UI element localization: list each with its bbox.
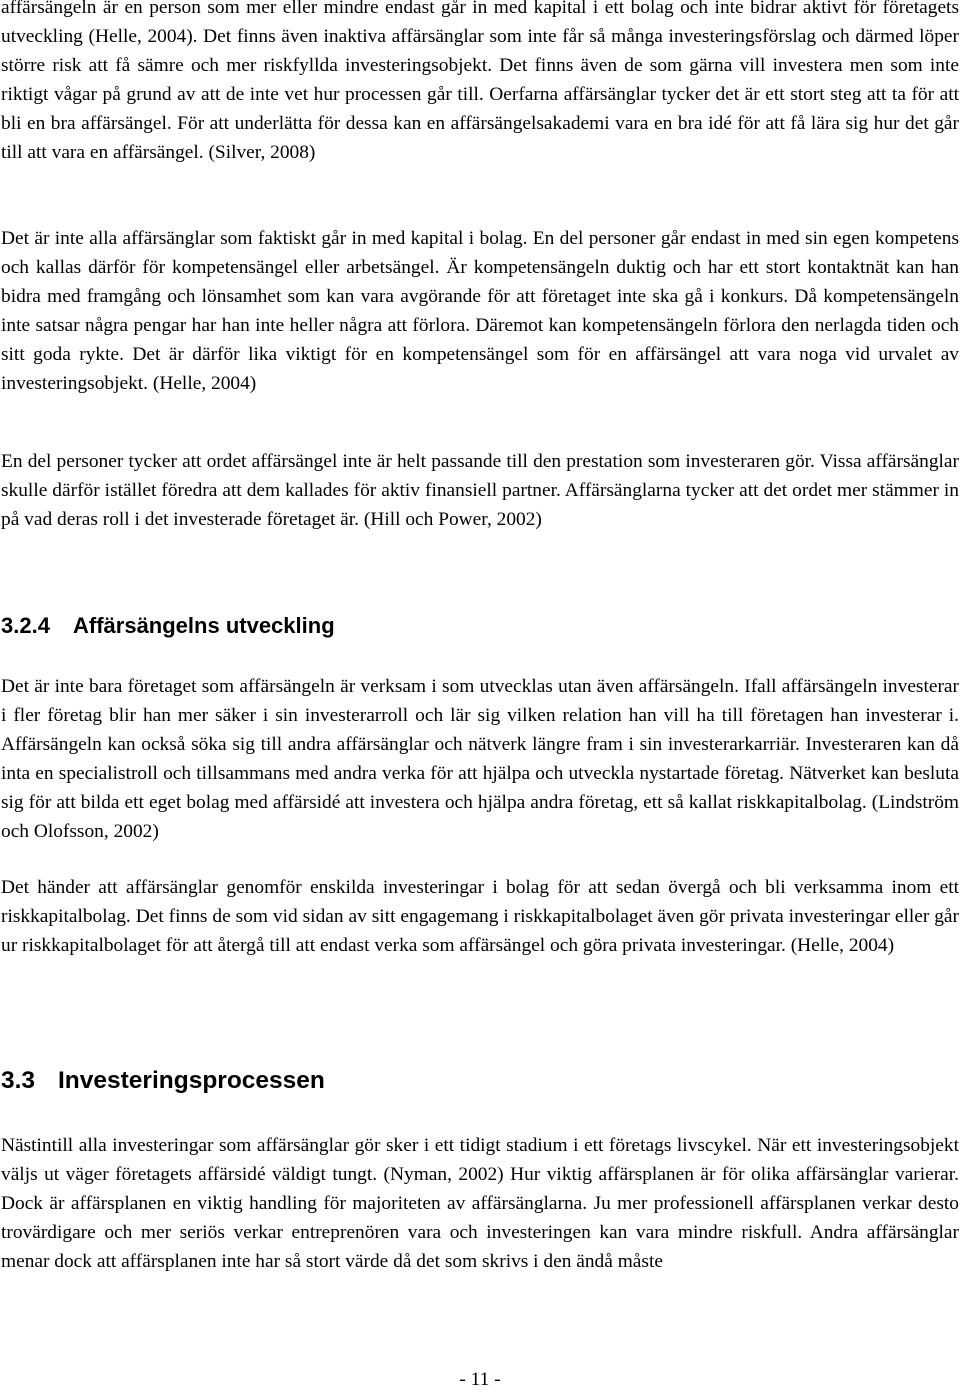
paragraph-aktiv-finansiell-partner: En del personer tycker att ordet affärsängel inte är helt passande till den prestation som investeraren gör. Vissa affärsänglar skulle därför istället föredra att dem kallades för aktiv finansiell partner. Affärsänglarna tycker att det ordet mer stämmer in på vad deras roll i det investerade företaget är. (Hill och Power, 2002)	[1, 451, 959, 530]
section-title: Investeringsprocessen	[58, 1067, 325, 1094]
paragraph-affarsangel-intro: affärsängeln är en person som mer eller mindre endast går in med kapital i ett bolag och inte bidrar aktivt för företagets utveckling (Helle, 2004). Det finns även inaktiva affärsänglar som inte får så många investeringsförslag och därmed löper större risk att få sämre och mer riskfyllda investeringsobjekt. Det finns även de som gärna vill investera men som inte riktigt vågar på grund av att de inte vet hur processen går till. Oerfarna affärsänglar tycker det är ett stort steg att ta för att bli en bra affärsängel. För att underlätta för dessa kan en affärsängelsakademi vara en bra idé för att få lära sig hur det går till att vara en affärsängel. (Silver, 2008)	[1, 0, 959, 163]
section-number: 3.2.4	[1, 613, 50, 638]
paragraph-kompetensangel: Det är inte alla affärsänglar som faktiskt går in med kapital i bolag. En del personer går endast in med sin egen kompetens och kallas därför för kompetensängel eller arbetsängel. Är kompetensängeln duktig och har ett stort kontaktnät kan han bidra med framgång och lönsamhet som kan vara avgörande för att företaget inte ska gå i konkurs. Då kompetensängeln inte satsar några pengar har han inte heller några att förlora. Däremot kan kompetensängeln förlora den nerlagda tiden och sitt goda rykte. Det är därför lika viktigt för en kompetensängel som för en affärsängel att vara noga vid urvalet av investeringsobjekt. (Helle, 2004)	[1, 228, 959, 394]
section-heading-3-3	[1, 1065, 325, 1097]
section-number: 3.3	[1, 1067, 36, 1094]
paragraph-affarsangel-utveckling: Det är inte bara företaget som affärsängeln är verksam i som utvecklas utan även affärsängeln. Ifall affärsängeln investerar i fler företag blir han mer säker i sin investerarroll och lär sig vilken relation han vill ha till företagen han investerar i. Affärsängeln kan också söka sig till andra affärsänglar och nätverk längre fram i sin investerarkarriär. Investeraren kan då inta en specialistroll och tillsammans med andra verka för att hjälpa och utveckla nystartade företag. Nätverket kan besluta sig för att bilda ett eget bolag med affärsidé att investera och hjälpa andra företag, ett så kallat riskkapitalbolag. (Lindström och Olofsson, 2002)	[1, 676, 959, 842]
section-title: Affärsängelns utveckling	[73, 613, 335, 638]
paragraph-investeringsprocessen: Nästintill alla investeringar som affärsänglar gör sker i ett tidigt stadium i ett företags livscykel. När ett investeringsobjekt väljs ut väger företagets affärsidé väldigt tungt. (Nyman, 2002) Hur viktig affärsplanen är för olika affärsänglar varierar. Dock är affärsplanen en viktig handling för majoriteten av affärsänglarna. Ju mer professionell affärsplanen verkar desto trovärdigare och mer seriös verkar entreprenören vara och investeringen kan vara mindre riskfull. Andra affärsänglar menar dock att affärsplanen inte har så stort värde då det som skrivs i den ändå måste	[1, 1135, 959, 1272]
page-number: - 11 -	[459, 1369, 501, 1390]
paragraph-riskkapitalbolag: Det händer att affärsänglar genomför enskilda investeringar i bolag för att sedan övergå och bli verksamma inom ett riskkapitalbolag. Det finns de som vid sidan av sitt engagemang i riskkapitalbolaget även gör privata investeringar eller går ur riskkapitalbolaget för att återgå till att endast verka som affärsängel och göra privata investeringar. (Helle, 2004)	[1, 877, 959, 956]
section-heading-3-2-4	[1, 612, 335, 640]
